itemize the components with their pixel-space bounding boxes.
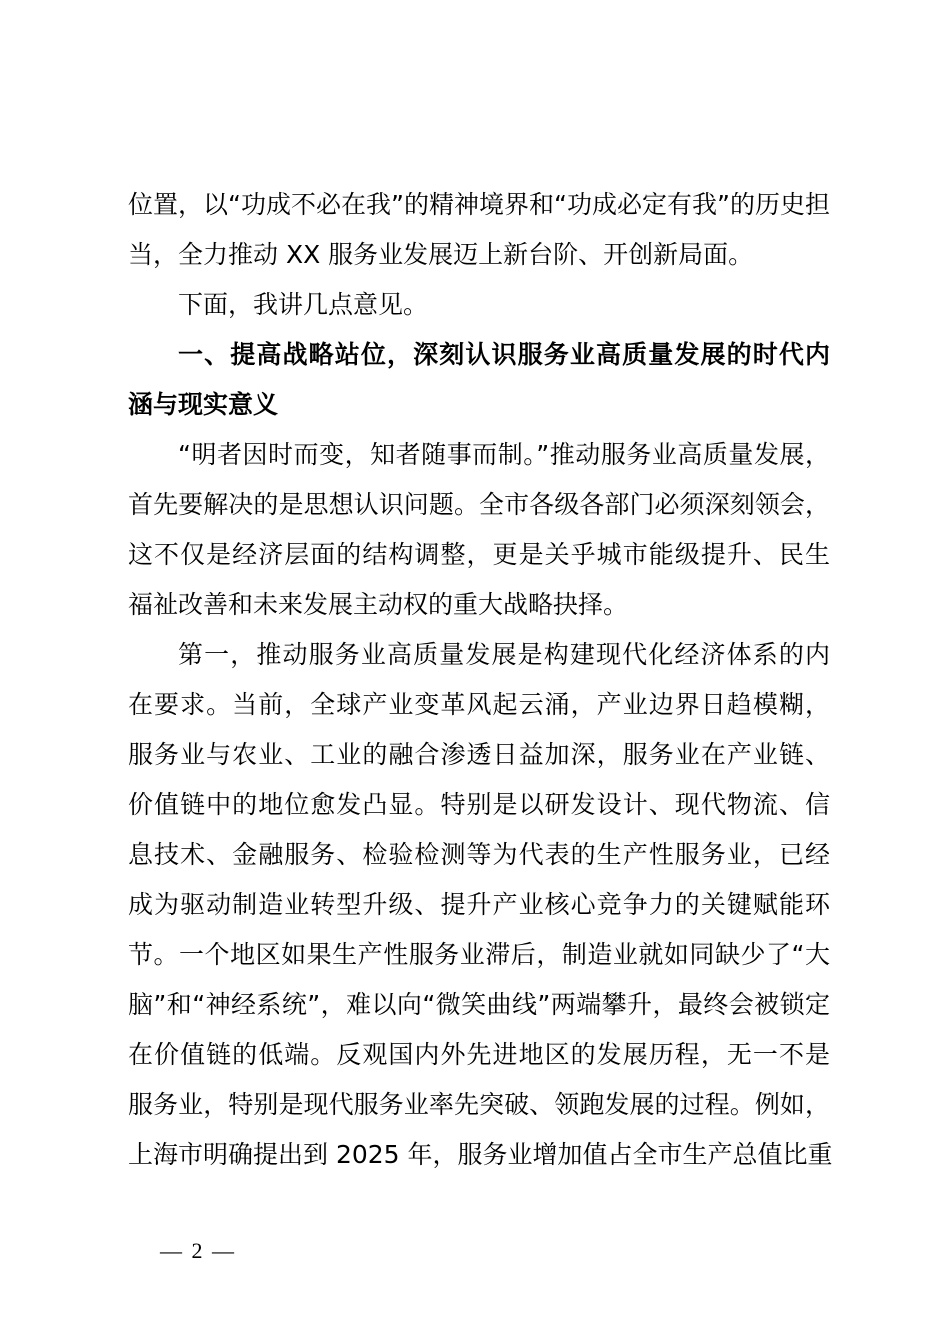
text-line: 首先要解决的是思想认识问题。全市各级各部门必须深刻领会， [128, 490, 830, 519]
text-line: 服务业与农业、工业的融合渗透日益加深，服务业在产业链、 [128, 740, 830, 769]
text-line: 这不仅是经济层面的结构调整，更是关乎城市能级提升、民生 [128, 540, 830, 569]
text-line: 当，全力推动 XX 服务业发展迈上新台阶、开创新局面。 [128, 240, 754, 269]
text-line: 福祉改善和未来发展主动权的重大战略抉择。 [128, 590, 629, 619]
text-line: 服务业，特别是现代服务业率先突破、领跑发展的过程。例如， [128, 1090, 830, 1119]
text-line: 在要求。当前，全球产业变革风起云涌，产业边界日趋模糊， [128, 690, 830, 719]
text-line: 在价值链的低端。反观国内外先进地区的发展历程，无一不是 [128, 1040, 830, 1069]
text-line: 脑”和“神经系统”，难以向“微笑曲线”两端攀升，最终会被锁定 [128, 990, 830, 1019]
text-line: 下面，我讲几点意见。 [178, 290, 429, 319]
text-line: 节。一个地区如果生产性服务业滞后，制造业就如同缺少了“大 [128, 940, 830, 969]
text-line: 第一，推动服务业高质量发展是构建现代化经济体系的内 [178, 640, 830, 669]
page-number: — 2 — [160, 1238, 236, 1263]
section-heading: 一、提高战略站位，深刻认识服务业高质量发展的时代内 [178, 340, 830, 369]
section-heading: 涵与现实意义 [128, 390, 279, 419]
text-line: “明者因时而变，知者随事而制。”推动服务业高质量发展， [178, 440, 830, 469]
text-line: 价值链中的地位愈发凸显。特别是以研发设计、现代物流、信 [128, 790, 830, 819]
text-line: 息技术、金融服务、检验检测等为代表的生产性服务业，已经 [128, 840, 830, 869]
text-line: 上海市明确提出到 2025 年，服务业增加值占全市生产总值比重 [128, 1140, 833, 1169]
text-line: 成为驱动制造业转型升级、提升产业核心竞争力的关键赋能环 [128, 890, 830, 919]
text-line: 位置，以“功成不必在我”的精神境界和“功成必定有我”的历史担 [128, 190, 830, 219]
